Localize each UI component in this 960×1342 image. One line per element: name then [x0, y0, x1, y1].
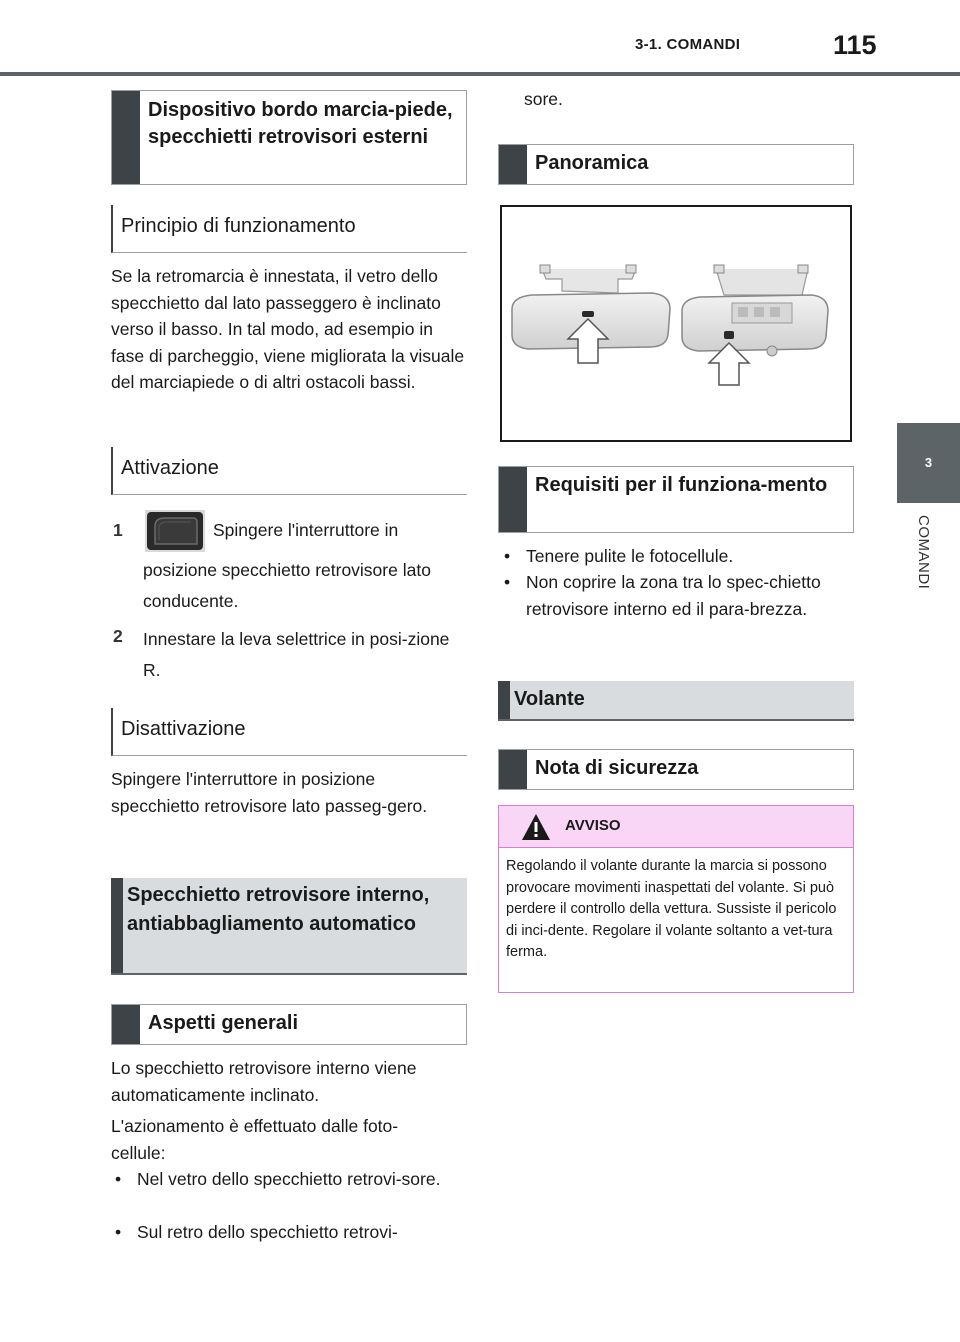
step-number: 1 — [113, 520, 123, 540]
heading-bar — [112, 91, 140, 184]
subheading-disattivazione — [111, 708, 467, 756]
heading-text: Panoramica — [535, 152, 649, 174]
chapter-tab: 3 — [897, 423, 960, 503]
subheading-attivazione — [111, 447, 467, 495]
heading-text: Nota di sicurezza — [535, 757, 699, 779]
bullet-dot: • — [504, 546, 511, 566]
paragraph-aspetti-2: L'azionamento è effettuato dalle foto-cellule: — [111, 1116, 399, 1163]
list-item-text: Nel vetro dello specchietto retrovi-sore. — [137, 1169, 441, 1189]
heading-text: Requisiti per il funziona-mento — [535, 474, 828, 496]
heading-requisiti — [498, 466, 854, 533]
warning-box — [498, 805, 854, 993]
heading-dispositivo — [111, 90, 467, 185]
step-number: 2 — [113, 626, 123, 646]
list-item-text: Non coprire la zona tra lo spec-chietto retrovisore interno ed il para-brezza. — [526, 572, 821, 619]
paragraph-principio: Se la retromarcia è innestata, il vetro dello specchietto dal lato passeggero è inclinato verso il basso. In tal modo, ad esempio in fase di parcheggio, viene migliorata la visuale del marciapiede o di altri ostacoli bassi. — [111, 266, 465, 392]
heading-bar — [499, 145, 527, 184]
heading-aspetti — [111, 1004, 467, 1045]
heading-specchietto — [111, 878, 467, 975]
subheading-principio — [111, 205, 467, 253]
mirror-switch-icon — [145, 510, 205, 552]
step-2-text: Innestare la leva selettrice in posi-zione R. — [143, 629, 450, 680]
heading-bar — [112, 1005, 140, 1044]
paragraph-disattivazione: Spingere l'interruttore in posizione specchietto retrovisore lato passeg-gero. — [111, 769, 428, 816]
list-item-continuation: sore. — [524, 89, 563, 109]
bullet-dot: • — [115, 1222, 122, 1242]
subheading-text: Disattivazione — [121, 718, 246, 740]
paragraph-aspetti-1: Lo specchietto retrovisore interno viene automaticamente inclinato. — [111, 1058, 417, 1105]
page-number: 115 — [833, 30, 877, 60]
heading-bar — [499, 750, 527, 789]
list-item-text: Sul retro dello specchietto retrovi- — [137, 1222, 398, 1242]
warning-text: Regolando il volante durante la marcia si possono provocare movimenti inaspettati del volante. Si può perdere il controllo della vettura. Sussiste il pericolo di inci-dente. Regolare il volante soltanto a vet-tura ferma. — [506, 858, 837, 960]
warning-triangle-icon — [521, 813, 551, 846]
heading-bar — [499, 467, 527, 532]
warning-title: AVVISO — [565, 817, 621, 834]
heading-bar — [111, 878, 123, 973]
bullet-dot: • — [504, 572, 511, 592]
heading-nota — [498, 749, 854, 790]
list-item-text: Tenere pulite le fotocellule. — [526, 546, 734, 566]
heading-text: Aspetti generali — [148, 1012, 299, 1034]
bullet-dot: • — [115, 1169, 122, 1189]
warning-header — [499, 806, 853, 848]
header-rule — [0, 72, 960, 76]
interior-mirror-figure — [500, 205, 852, 442]
heading-text: Dispositivo bordo marcia-piede, specchietti retrovisori esterni — [148, 99, 453, 148]
heading-volante — [498, 681, 854, 721]
mirror-back — [682, 265, 828, 356]
running-header-section: 3-1. COMANDI — [635, 36, 741, 53]
step-1-text-a: Spingere l'interruttore in — [213, 520, 399, 540]
heading-bar — [498, 681, 510, 719]
step-1-text-b: posizione specchietto retrovisore lato conducente. — [143, 560, 431, 611]
subheading-text: Attivazione — [121, 457, 219, 479]
chapter-tab-label: COMANDI — [915, 515, 932, 590]
heading-text: Specchietto retrovisore interno, antiabbagliamento automatico — [127, 884, 430, 935]
subheading-text: Principio di funzionamento — [121, 215, 356, 237]
heading-text: Volante — [514, 688, 585, 710]
heading-panoramica — [498, 144, 854, 185]
